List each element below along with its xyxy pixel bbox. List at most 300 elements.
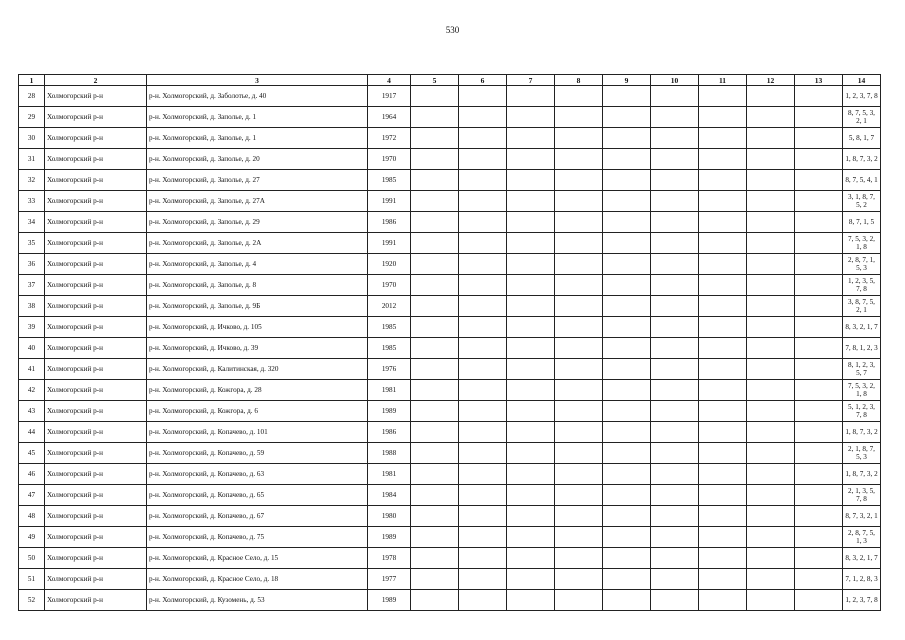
empty-cell-col-8 [555,464,603,485]
empty-cell-col-12 [747,401,795,422]
empty-cell-col-5 [411,233,459,254]
table-row [19,86,881,107]
empty-cell-col-10 [651,212,699,233]
empty-cell-col-10 [651,233,699,254]
empty-cell-col-9 [603,86,651,107]
codes-cell: 2, 8, 7, 1, 5, 3 [843,254,881,275]
empty-cell-col-13 [795,422,843,443]
district-cell: Холмогорский р-н [45,170,147,191]
empty-cell-col-12 [747,212,795,233]
empty-cell-col-12 [747,170,795,191]
address-cell: р-н. Холмогорский, д. Заполье, д. 2А [147,233,368,254]
empty-cell-col-12 [747,443,795,464]
district-cell: Холмогорский р-н [45,338,147,359]
empty-cell-col-6 [459,254,507,275]
row-number-cell: 46 [19,464,45,485]
empty-cell-col-8 [555,128,603,149]
empty-cell-col-8 [555,422,603,443]
year-cell: 1917 [368,86,411,107]
empty-cell-col-8 [555,548,603,569]
empty-cell-col-11 [699,254,747,275]
district-cell: Холмогорский р-н [45,296,147,317]
address-cell: р-н. Холмогорский, д. Копачево, д. 75 [147,527,368,548]
empty-cell-col-12 [747,464,795,485]
year-cell: 1981 [368,380,411,401]
empty-cell-col-12 [747,422,795,443]
row-number-cell: 44 [19,422,45,443]
empty-cell-col-6 [459,401,507,422]
empty-cell-col-5 [411,170,459,191]
table-body [19,86,881,611]
address-cell: р-н. Холмогорский, д. Заполье, д. 20 [147,149,368,170]
empty-cell-col-12 [747,254,795,275]
empty-cell-col-11 [699,107,747,128]
year-cell: 1964 [368,107,411,128]
empty-cell-col-12 [747,86,795,107]
empty-cell-col-9 [603,107,651,128]
empty-cell-col-10 [651,128,699,149]
empty-cell-col-13 [795,485,843,506]
year-cell: 1980 [368,506,411,527]
empty-cell-col-5 [411,191,459,212]
empty-cell-col-7 [507,548,555,569]
empty-cell-col-9 [603,380,651,401]
empty-cell-col-6 [459,275,507,296]
empty-cell-col-13 [795,443,843,464]
table-row [19,527,881,548]
address-cell: р-н. Холмогорский, д. Заполье, д. 9Б [147,296,368,317]
empty-cell-col-8 [555,485,603,506]
empty-cell-col-7 [507,359,555,380]
address-cell: р-н. Холмогорский, д. Ичково, д. 39 [147,338,368,359]
empty-cell-col-5 [411,590,459,611]
empty-cell-col-13 [795,359,843,380]
empty-cell-col-7 [507,527,555,548]
empty-cell-col-11 [699,590,747,611]
empty-cell-col-13 [795,380,843,401]
address-cell: р-н. Холмогорский, д. Красное Село, д. 18 [147,569,368,590]
column-header-14: 14 [843,75,881,86]
table-row [19,149,881,170]
column-header-10: 10 [651,75,699,86]
empty-cell-col-13 [795,233,843,254]
empty-cell-col-5 [411,149,459,170]
codes-cell: 5, 8, 1, 7 [843,128,881,149]
empty-cell-col-11 [699,86,747,107]
empty-cell-col-11 [699,485,747,506]
address-cell: р-н. Холмогорский, д. Калитинская, д. 320 [147,359,368,380]
empty-cell-col-9 [603,548,651,569]
empty-cell-col-13 [795,191,843,212]
row-number-cell: 45 [19,443,45,464]
table-row [19,464,881,485]
table-row [19,422,881,443]
empty-cell-col-11 [699,506,747,527]
year-cell: 1986 [368,212,411,233]
row-number-cell: 41 [19,359,45,380]
empty-cell-col-8 [555,338,603,359]
empty-cell-col-6 [459,485,507,506]
address-cell: р-н. Холмогорский, д. Заполье, д. 1 [147,128,368,149]
empty-cell-col-9 [603,254,651,275]
empty-cell-col-10 [651,359,699,380]
year-cell: 1970 [368,275,411,296]
empty-cell-col-7 [507,170,555,191]
empty-cell-col-6 [459,443,507,464]
empty-cell-col-10 [651,401,699,422]
row-number-cell: 35 [19,233,45,254]
address-cell: р-н. Холмогорский, д. Заполье, д. 27 [147,170,368,191]
codes-cell: 1, 8, 7, 3, 2 [843,149,881,170]
column-header-6: 6 [459,75,507,86]
address-cell: р-н. Холмогорский, д. Заполье, д. 4 [147,254,368,275]
empty-cell-col-6 [459,548,507,569]
empty-cell-col-9 [603,401,651,422]
header-row [19,75,881,86]
row-number-cell: 51 [19,569,45,590]
address-cell: р-н. Холмогорский, д. Копачево, д. 65 [147,485,368,506]
address-cell: р-н. Холмогорский, д. Копачево, д. 101 [147,422,368,443]
address-cell: р-н. Холмогорский, д. Заполье, д. 29 [147,212,368,233]
empty-cell-col-5 [411,485,459,506]
empty-cell-col-11 [699,149,747,170]
empty-cell-col-6 [459,128,507,149]
row-number-cell: 49 [19,527,45,548]
empty-cell-col-9 [603,464,651,485]
address-cell: р-н. Холмогорский, д. Копачево, д. 59 [147,443,368,464]
empty-cell-col-9 [603,212,651,233]
empty-cell-col-13 [795,401,843,422]
empty-cell-col-5 [411,359,459,380]
empty-cell-col-8 [555,443,603,464]
address-cell: р-н. Холмогорский, д. Красное Село, д. 15 [147,548,368,569]
table-row [19,233,881,254]
codes-cell: 8, 7, 3, 2, 1 [843,506,881,527]
empty-cell-col-10 [651,590,699,611]
codes-cell: 8, 7, 1, 5 [843,212,881,233]
empty-cell-col-6 [459,86,507,107]
empty-cell-col-13 [795,338,843,359]
empty-cell-col-7 [507,422,555,443]
row-number-cell: 48 [19,506,45,527]
empty-cell-col-12 [747,128,795,149]
empty-cell-col-10 [651,338,699,359]
empty-cell-col-8 [555,506,603,527]
district-cell: Холмогорский р-н [45,359,147,380]
empty-cell-col-5 [411,275,459,296]
address-cell: р-н. Холмогорский, д. Заполье, д. 1 [147,107,368,128]
row-number-cell: 36 [19,254,45,275]
year-cell: 1989 [368,590,411,611]
empty-cell-col-7 [507,380,555,401]
empty-cell-col-6 [459,233,507,254]
empty-cell-col-5 [411,107,459,128]
district-cell: Холмогорский р-н [45,149,147,170]
empty-cell-col-5 [411,338,459,359]
empty-cell-col-9 [603,233,651,254]
empty-cell-col-12 [747,590,795,611]
column-header-7: 7 [507,75,555,86]
empty-cell-col-12 [747,233,795,254]
empty-cell-col-8 [555,149,603,170]
row-number-cell: 43 [19,401,45,422]
empty-cell-col-8 [555,275,603,296]
district-cell: Холмогорский р-н [45,506,147,527]
row-number-cell: 50 [19,548,45,569]
table-row [19,254,881,275]
empty-cell-col-7 [507,254,555,275]
table-row [19,275,881,296]
empty-cell-col-12 [747,338,795,359]
address-cell: р-н. Холмогорский, д. Заполье, д. 8 [147,275,368,296]
codes-cell: 1, 8, 7, 3, 2 [843,464,881,485]
row-number-cell: 31 [19,149,45,170]
empty-cell-col-9 [603,275,651,296]
empty-cell-col-6 [459,506,507,527]
empty-cell-col-13 [795,527,843,548]
empty-cell-col-12 [747,380,795,401]
empty-cell-col-10 [651,191,699,212]
table-row [19,485,881,506]
empty-cell-col-7 [507,191,555,212]
empty-cell-col-9 [603,296,651,317]
empty-cell-col-7 [507,569,555,590]
empty-cell-col-9 [603,422,651,443]
empty-cell-col-8 [555,191,603,212]
table-row [19,128,881,149]
year-cell: 1984 [368,485,411,506]
table-row [19,212,881,233]
row-number-cell: 30 [19,128,45,149]
empty-cell-col-6 [459,380,507,401]
table-row [19,170,881,191]
column-header-8: 8 [555,75,603,86]
codes-cell: 3, 1, 8, 7, 5, 2 [843,191,881,212]
empty-cell-col-6 [459,527,507,548]
empty-cell-col-7 [507,485,555,506]
column-header-3: 3 [147,75,368,86]
year-cell: 1978 [368,548,411,569]
address-cell: р-н. Холмогорский, д. Кожгора, д. 28 [147,380,368,401]
empty-cell-col-12 [747,107,795,128]
district-cell: Холмогорский р-н [45,401,147,422]
row-number-cell: 47 [19,485,45,506]
empty-cell-col-8 [555,569,603,590]
empty-cell-col-6 [459,338,507,359]
empty-cell-col-11 [699,170,747,191]
table-row [19,107,881,128]
empty-cell-col-9 [603,191,651,212]
empty-cell-col-6 [459,296,507,317]
empty-cell-col-11 [699,548,747,569]
empty-cell-col-10 [651,170,699,191]
year-cell: 1985 [368,317,411,338]
empty-cell-col-11 [699,359,747,380]
empty-cell-col-10 [651,107,699,128]
empty-cell-col-11 [699,191,747,212]
district-cell: Холмогорский р-н [45,317,147,338]
codes-cell: 8, 7, 5, 3, 2, 1 [843,107,881,128]
empty-cell-col-10 [651,527,699,548]
codes-cell: 1, 8, 7, 3, 2 [843,422,881,443]
row-number-cell: 42 [19,380,45,401]
row-number-cell: 37 [19,275,45,296]
empty-cell-col-12 [747,527,795,548]
year-cell: 2012 [368,296,411,317]
codes-cell: 7, 8, 1, 2, 3 [843,338,881,359]
year-cell: 1981 [368,464,411,485]
district-cell: Холмогорский р-н [45,254,147,275]
year-cell: 1991 [368,233,411,254]
empty-cell-col-13 [795,464,843,485]
empty-cell-col-5 [411,380,459,401]
row-number-cell: 34 [19,212,45,233]
empty-cell-col-7 [507,107,555,128]
codes-cell: 8, 3, 2, 1, 7 [843,548,881,569]
empty-cell-col-8 [555,527,603,548]
codes-cell: 7, 1, 2, 8, 3 [843,569,881,590]
empty-cell-col-5 [411,254,459,275]
empty-cell-col-10 [651,443,699,464]
empty-cell-col-10 [651,296,699,317]
row-number-cell: 39 [19,317,45,338]
column-header-5: 5 [411,75,459,86]
table-row [19,380,881,401]
empty-cell-col-7 [507,86,555,107]
empty-cell-col-13 [795,254,843,275]
empty-cell-col-6 [459,359,507,380]
empty-cell-col-12 [747,506,795,527]
empty-cell-col-11 [699,527,747,548]
empty-cell-col-9 [603,590,651,611]
empty-cell-col-5 [411,464,459,485]
empty-cell-col-9 [603,359,651,380]
column-header-9: 9 [603,75,651,86]
empty-cell-col-8 [555,590,603,611]
codes-cell: 8, 7, 5, 4, 1 [843,170,881,191]
empty-cell-col-9 [603,149,651,170]
data-table [18,74,881,611]
empty-cell-col-8 [555,86,603,107]
empty-cell-col-5 [411,212,459,233]
year-cell: 1976 [368,359,411,380]
table-row [19,296,881,317]
column-header-4: 4 [368,75,411,86]
empty-cell-col-5 [411,527,459,548]
row-number-cell: 28 [19,86,45,107]
empty-cell-col-7 [507,296,555,317]
row-number-cell: 29 [19,107,45,128]
empty-cell-col-10 [651,86,699,107]
empty-cell-col-13 [795,548,843,569]
column-header-11: 11 [699,75,747,86]
empty-cell-col-11 [699,380,747,401]
district-cell: Холмогорский р-н [45,380,147,401]
empty-cell-col-12 [747,548,795,569]
year-cell: 1988 [368,443,411,464]
codes-cell: 8, 1, 2, 3, 5, 7 [843,359,881,380]
table-row [19,359,881,380]
row-number-cell: 52 [19,590,45,611]
empty-cell-col-7 [507,233,555,254]
empty-cell-col-12 [747,149,795,170]
empty-cell-col-11 [699,128,747,149]
empty-cell-col-5 [411,443,459,464]
empty-cell-col-7 [507,506,555,527]
district-cell: Холмогорский р-н [45,233,147,254]
empty-cell-col-7 [507,317,555,338]
empty-cell-col-6 [459,317,507,338]
empty-cell-col-12 [747,359,795,380]
empty-cell-col-8 [555,380,603,401]
empty-cell-col-11 [699,464,747,485]
row-number-cell: 38 [19,296,45,317]
codes-cell: 1, 2, 3, 7, 8 [843,590,881,611]
table-row [19,548,881,569]
address-cell: р-н. Холмогорский, д. Заполье, д. 27А [147,191,368,212]
empty-cell-col-12 [747,317,795,338]
empty-cell-col-9 [603,317,651,338]
year-cell: 1986 [368,422,411,443]
row-number-cell: 40 [19,338,45,359]
address-cell: р-н. Холмогорский, д. Кожгора, д. 6 [147,401,368,422]
empty-cell-col-8 [555,359,603,380]
empty-cell-col-7 [507,443,555,464]
empty-cell-col-9 [603,170,651,191]
empty-cell-col-8 [555,401,603,422]
year-cell: 1989 [368,527,411,548]
empty-cell-col-10 [651,317,699,338]
empty-cell-col-11 [699,401,747,422]
table-row [19,443,881,464]
page-number: 530 [445,25,460,35]
column-header-1: 1 [19,75,45,86]
empty-cell-col-5 [411,422,459,443]
district-cell: Холмогорский р-н [45,485,147,506]
district-cell: Холмогорский р-н [45,128,147,149]
empty-cell-col-10 [651,254,699,275]
codes-cell: 8, 3, 2, 1, 7 [843,317,881,338]
district-cell: Холмогорский р-н [45,590,147,611]
district-cell: Холмогорский р-н [45,464,147,485]
empty-cell-col-9 [603,443,651,464]
empty-cell-col-12 [747,569,795,590]
district-cell: Холмогорский р-н [45,275,147,296]
empty-cell-col-5 [411,317,459,338]
empty-cell-col-11 [699,338,747,359]
empty-cell-col-10 [651,548,699,569]
empty-cell-col-13 [795,506,843,527]
empty-cell-col-5 [411,506,459,527]
address-cell: р-н. Холмогорский, д. Кузомень, д. 53 [147,590,368,611]
table-row [19,317,881,338]
empty-cell-col-12 [747,485,795,506]
empty-cell-col-6 [459,170,507,191]
district-cell: Холмогорский р-н [45,107,147,128]
empty-cell-col-7 [507,401,555,422]
year-cell: 1972 [368,128,411,149]
empty-cell-col-11 [699,212,747,233]
empty-cell-col-9 [603,128,651,149]
empty-cell-col-10 [651,506,699,527]
empty-cell-col-8 [555,296,603,317]
empty-cell-col-11 [699,443,747,464]
codes-cell: 2, 1, 8, 7, 5, 3 [843,443,881,464]
empty-cell-col-11 [699,569,747,590]
empty-cell-col-12 [747,275,795,296]
district-cell: Холмогорский р-н [45,527,147,548]
empty-cell-col-11 [699,233,747,254]
